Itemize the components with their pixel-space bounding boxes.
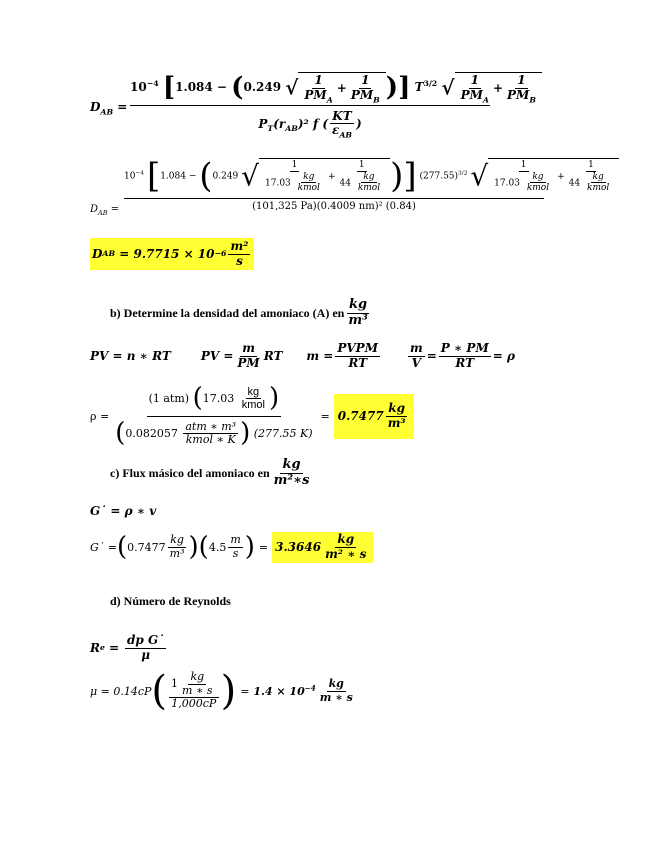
- reynolds-eq: R e = $\frac{\text{dp G˙}}{\mu}$: [90, 633, 165, 662]
- density-eq: ρ = (1 atm) (17.03 $\frac{kg}{\text{kmol}}$ ) (0.082057 $\frac{\text{atm ∗ m³}}{\text{kmol ∗ K}}$ ) (277.55 K) = 0.7477 $\frac{kg}{\text{m³}}$: [90, 384, 414, 449]
- flux-eq: G˙ = ( 0.7477 $\frac{kg}{\text{m³}}$ ) ( 4.5 $\frac{m}{s}$ ) = 3.3646 $\frac{kg}{\text{m² ∗ s}}$: [90, 532, 373, 563]
- eq2-lhs: $D_{AB}$ =: [90, 204, 120, 217]
- gas-law-line: PV = n ∗ RT PV = $\frac{m}{PM}$ RT m = $\frac{\text{PVPM}}{RT}$ $\frac{m}{V}$ = $\frac{P ∗ PM}{RT}$ = ρ: [90, 341, 515, 370]
- eq-dab-general: [90, 72, 536, 142]
- eq1-numerator: $10^{-4}$ [1.084 − (0.249 √ $\frac{1}{PM_A}$ + $\frac{1}{PM_B}$ )] $T^{3/2}$ √ $\frac{1}{PM_A}$ + $\frac{1}{PM_B}$: [130, 72, 490, 106]
- eq1-lhs: $D_{AB}$ =: [90, 100, 128, 117]
- eq2-denominator: (101,325 Pa)(0.4009 nm)² (0.84): [252, 201, 416, 212]
- flux-result: 3.3646 $\frac{kg}{\text{m² ∗ s}}$: [272, 532, 373, 563]
- eq1-denominator: $P_T(r_{AB})^2$ f ( $\frac{KT}{\varepsilon_{AB}}$ ): [258, 108, 362, 140]
- section-b-heading: b) Determine la densidad del amoniaco (A) en $\frac{kg}{\text{m³}}$: [110, 297, 368, 328]
- section-c-heading: c) Flux másico del amoniaco en $\frac{kg}{\text{m²∗s}}$: [110, 457, 310, 488]
- viscosity-eq: μ = 0.14cP ( 1 $\frac{kg}{m ∗ s}$ 1,000cP ) = $1.4 \times 10^{-4}$ $\frac{kg}{m ∗ s}$: [90, 668, 353, 714]
- section-d-heading: d) Número de Reynolds: [110, 594, 231, 608]
- density-result: 0.7477 $\frac{kg}{\text{m³}}$: [334, 394, 414, 439]
- eq2-numerator: $10^{-4}$ [1.084 − (0.249 √ 1 17.03 $\frac{kg}{\text{kmol}}$ + 1 44 $\frac{kg}{\text{kmol}}$ )] $(277.55)^{3/2}$ √ 1 17.03 $\frac{kg}{\text{kmol}}$ + 1 44 $\frac{kg}{\text{kmol}}$: [124, 156, 544, 199]
- result-dab: D AB = 9.7715 × 10 −6 $\frac{\text{m²}}{s}$: [90, 238, 254, 270]
- flux-definition: G˙ = ρ ∗ v: [90, 504, 157, 518]
- eq-dab-numeric: [90, 156, 610, 226]
